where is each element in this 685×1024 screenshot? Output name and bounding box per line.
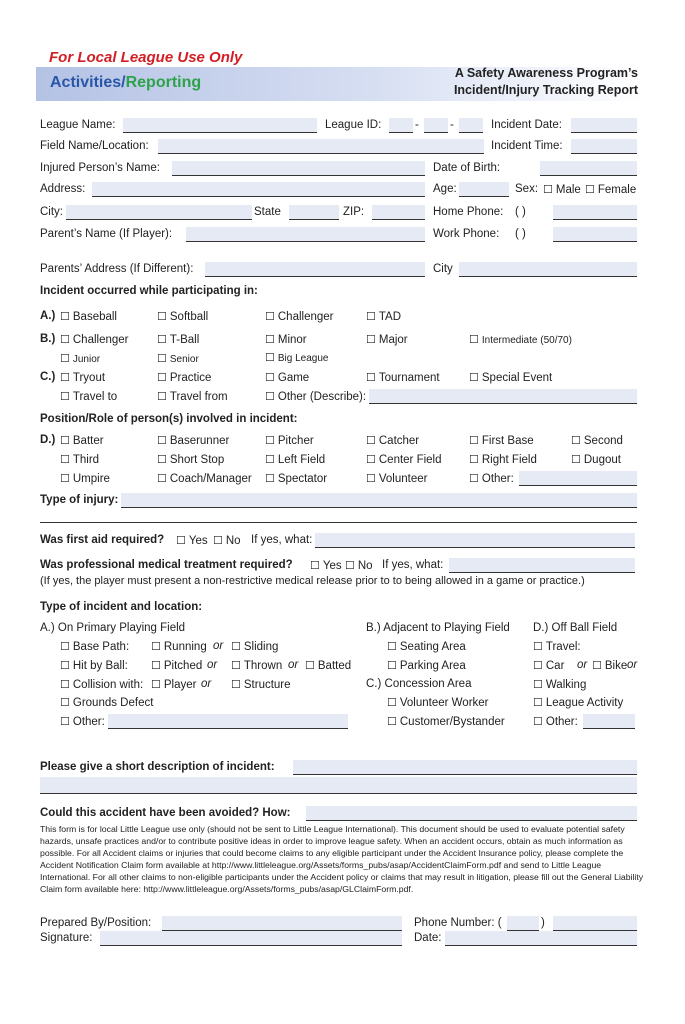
league-name-label: League Name: bbox=[40, 119, 116, 131]
structure-checkbox[interactable]: ☐ Structure bbox=[231, 678, 291, 691]
tryout-checkbox[interactable]: ☐ Tryout bbox=[60, 371, 105, 384]
first-aid-yes[interactable]: ☐ Yes bbox=[176, 534, 208, 547]
first-aid-if-yes: If yes, what: bbox=[251, 534, 313, 546]
phone-input[interactable] bbox=[553, 916, 637, 931]
report-title-line2: Incident/Injury Tracking Report bbox=[453, 83, 638, 97]
incident-date-input[interactable] bbox=[571, 118, 637, 133]
field-name-input[interactable] bbox=[158, 139, 484, 154]
dugout-checkbox[interactable]: ☐ Dugout bbox=[571, 453, 621, 466]
dob-input[interactable] bbox=[540, 161, 637, 176]
zip-input[interactable] bbox=[372, 205, 425, 220]
left-field-checkbox[interactable]: ☐ Left Field bbox=[265, 453, 325, 466]
parent-name-label: Parent’s Name (If Player): bbox=[40, 228, 173, 240]
travel-checkbox[interactable]: ☐ Travel: bbox=[533, 640, 581, 653]
parents-address-input[interactable] bbox=[205, 262, 425, 277]
seating-area-checkbox[interactable]: ☐ Seating Area bbox=[387, 640, 466, 653]
center-field-checkbox[interactable]: ☐ Center Field bbox=[366, 453, 442, 466]
city2-label: City bbox=[433, 263, 453, 275]
injury-type-label: Type of injury: bbox=[40, 494, 119, 506]
phone-label: Phone Number: ( bbox=[414, 917, 502, 929]
location-other-input[interactable] bbox=[108, 714, 348, 729]
player-checkbox[interactable]: ☐ Player bbox=[151, 678, 196, 691]
professional-no[interactable]: ☐ No bbox=[345, 559, 373, 572]
league-id-input-3[interactable] bbox=[459, 118, 483, 133]
date-label: Date: bbox=[414, 932, 442, 944]
sliding-checkbox[interactable]: ☐ Sliding bbox=[231, 640, 278, 653]
work-phone-label: Work Phone: bbox=[433, 228, 500, 240]
short-description-label: Please give a short description of incident: bbox=[40, 761, 275, 773]
location-d-label: D.) Off Ball Field bbox=[533, 622, 618, 634]
junior-checkbox[interactable]: ☐ Junior bbox=[60, 352, 100, 365]
address-input[interactable] bbox=[92, 182, 425, 197]
league-id-input-2[interactable] bbox=[424, 118, 448, 133]
participation-heading: Incident occurred while participating in: bbox=[40, 285, 258, 297]
state-label: State bbox=[254, 206, 281, 218]
dash: - bbox=[415, 119, 419, 131]
league-activity-checkbox[interactable]: ☐ League Activity bbox=[533, 696, 623, 709]
volunteer-checkbox[interactable]: ☐ Volunteer bbox=[366, 472, 427, 485]
or-text: or bbox=[207, 659, 218, 671]
tball-checkbox[interactable]: ☐ T-Ball bbox=[157, 333, 199, 346]
section-b-label: B.) bbox=[40, 333, 56, 345]
special-event-checkbox[interactable]: ☐ Special Event bbox=[469, 371, 552, 384]
softball-checkbox[interactable]: ☐ Softball bbox=[157, 310, 208, 323]
section-c-label: C.) bbox=[40, 371, 56, 383]
off-field-other-checkbox[interactable]: ☐ Other: bbox=[533, 715, 578, 728]
local-use-heading: For Local League Use Only bbox=[49, 49, 243, 66]
major-checkbox[interactable]: ☐ Major bbox=[366, 333, 408, 346]
practice-checkbox[interactable]: ☐ Practice bbox=[157, 371, 211, 384]
coach-checkbox[interactable]: ☐ Coach/Manager bbox=[157, 472, 252, 485]
work-phone-input[interactable] bbox=[553, 227, 637, 242]
location-a-label: A.) On Primary Playing Field bbox=[40, 622, 186, 634]
batted-checkbox[interactable]: ☐ Batted bbox=[305, 659, 351, 672]
avoided-label: Could this accident have been avoided? How: bbox=[40, 807, 291, 819]
injury-type-line2[interactable] bbox=[40, 508, 637, 523]
travel-from-checkbox[interactable]: ☐ Travel from bbox=[157, 390, 228, 403]
state-input[interactable] bbox=[289, 205, 339, 220]
prepared-input[interactable] bbox=[162, 916, 402, 931]
first-base-checkbox[interactable]: ☐ First Base bbox=[469, 434, 534, 447]
location-other-checkbox[interactable]: ☐ Other: bbox=[60, 715, 105, 728]
short-description-line2[interactable] bbox=[40, 777, 637, 794]
position-heading: Position/Role of person(s) involved in incident: bbox=[40, 413, 298, 425]
tad-checkbox[interactable]: ☐ TAD bbox=[366, 310, 401, 323]
professional-label: Was professional medical treatment required? bbox=[40, 559, 293, 571]
tournament-checkbox[interactable]: ☐ Tournament bbox=[366, 371, 440, 384]
or-text: or bbox=[213, 640, 224, 652]
dob-label: Date of Birth: bbox=[433, 162, 501, 174]
bike-checkbox[interactable]: ☐ Bike bbox=[592, 659, 627, 672]
age-label: Age: bbox=[433, 183, 457, 195]
position-other-checkbox[interactable]: ☐ Other: bbox=[469, 472, 514, 485]
sex-label: Sex: bbox=[515, 183, 539, 195]
minor-checkbox[interactable]: ☐ Minor bbox=[265, 333, 307, 346]
catcher-checkbox[interactable]: ☐ Catcher bbox=[366, 434, 419, 447]
city2-input[interactable] bbox=[459, 262, 637, 277]
intermediate-checkbox[interactable]: ☐ Intermediate (50/70) bbox=[469, 333, 572, 346]
report-title-line1: A Safety Awareness Program’s bbox=[454, 66, 638, 80]
female-checkbox[interactable]: ☐ Female bbox=[585, 183, 636, 196]
customer-checkbox[interactable]: ☐ Customer/Bystander bbox=[387, 715, 505, 728]
age-input[interactable] bbox=[459, 182, 509, 197]
incident-time-input[interactable] bbox=[571, 139, 637, 154]
injury-type-input[interactable] bbox=[121, 493, 637, 508]
hit-by-ball-checkbox[interactable]: ☐ Hit by Ball: bbox=[60, 659, 128, 672]
zip-label: ZIP: bbox=[343, 206, 365, 218]
grounds-defect-checkbox[interactable]: ☐ Grounds Defect bbox=[60, 696, 153, 709]
address-label: Address: bbox=[40, 183, 86, 195]
or-text: or bbox=[577, 659, 588, 671]
parents-address-label: Parents’ Address (If Different): bbox=[40, 263, 194, 275]
location-c-label: C.) Concession Area bbox=[366, 678, 472, 690]
first-aid-no[interactable]: ☐ No bbox=[213, 534, 241, 547]
field-name-label: Field Name/Location: bbox=[40, 140, 149, 152]
right-field-checkbox[interactable]: ☐ Right Field bbox=[469, 453, 537, 466]
base-path-checkbox[interactable]: ☐ Base Path: bbox=[60, 640, 129, 653]
professional-yes[interactable]: ☐ Yes bbox=[310, 559, 342, 572]
challenger-checkbox[interactable]: ☐ Challenger bbox=[265, 310, 334, 323]
parking-area-checkbox[interactable]: ☐ Parking Area bbox=[387, 659, 466, 672]
date-input[interactable] bbox=[445, 931, 637, 946]
male-checkbox[interactable]: ☐ Male bbox=[543, 183, 581, 196]
section-a-label: A.) bbox=[40, 310, 56, 322]
location-heading: Type of incident and location: bbox=[40, 601, 203, 613]
release-note: (If yes, the player must present a non-restrictive medical release prior to to being allowed in a game or practice.) bbox=[40, 575, 585, 587]
challenger2-checkbox[interactable]: ☐ Challenger bbox=[60, 333, 129, 346]
short-description-input[interactable] bbox=[293, 760, 637, 775]
or-text: or bbox=[288, 659, 299, 671]
off-field-other-input[interactable] bbox=[583, 714, 635, 729]
injured-name-label: Injured Person’s Name: bbox=[40, 162, 160, 174]
league-id-label: League ID: bbox=[325, 119, 382, 131]
home-phone-label: Home Phone: bbox=[433, 206, 504, 218]
walking-checkbox[interactable]: ☐ Walking bbox=[533, 678, 586, 691]
signature-input[interactable] bbox=[100, 931, 402, 946]
first-aid-what-input[interactable] bbox=[315, 533, 635, 548]
baseball-checkbox[interactable]: ☐ Baseball bbox=[60, 310, 117, 323]
third-checkbox[interactable]: ☐ Third bbox=[60, 453, 99, 466]
first-aid-label: Was first aid required? bbox=[40, 534, 165, 546]
game-checkbox[interactable]: ☐ Game bbox=[265, 371, 309, 384]
pitcher-checkbox[interactable]: ☐ Pitcher bbox=[265, 434, 314, 447]
prepared-label: Prepared By/Position: bbox=[40, 917, 152, 929]
senior-checkbox[interactable]: ☐ Senior bbox=[157, 352, 199, 365]
injured-name-input[interactable] bbox=[172, 161, 425, 176]
city-input[interactable] bbox=[66, 205, 252, 220]
league-name-input[interactable] bbox=[123, 118, 317, 133]
home-phone-area: ( ) bbox=[515, 206, 526, 218]
section-d-label: D.) bbox=[40, 434, 56, 446]
or-text: or bbox=[627, 659, 638, 671]
incident-date-label: Incident Date: bbox=[491, 119, 562, 131]
activities-reporting-title: Activities/Reporting bbox=[50, 74, 202, 91]
city-label: City: bbox=[40, 206, 63, 218]
second-checkbox[interactable]: ☐ Second bbox=[571, 434, 623, 447]
phone-area-input[interactable] bbox=[507, 916, 539, 931]
or-text: or bbox=[201, 678, 212, 690]
incident-time-label: Incident Time: bbox=[491, 140, 563, 152]
big-league-checkbox[interactable]: ☐ Big League bbox=[265, 351, 328, 364]
car-checkbox[interactable]: ☐ Car bbox=[533, 659, 564, 672]
league-id-input-1[interactable] bbox=[389, 118, 413, 133]
instructions-paragraph: This form is for local Little League use only (should not be sent to Little League International). This document should be used to evaluate potential safety hazards, unsafe practices and/or to contribute positive ideas in order to improve league safety. When an accident occurs, obtain as much information as possible. For all Accident claims or injuries that could become claims to any eligible participant under the Accident Insurance policy, please complete the Accident Notification Claim form available at http://www.littleleague.org/Assets/forms_pubs/asap/AccidentClaimForm.pdf and send to Little League International. For all other claims to non-eligible participants under the Accident policy or claims that may result in litigation, please fill out the General Liability Claim form available here: http://www.littleleague.org/Assets/forms_pubs/asap/GLClaimForm.pdf. bbox=[40, 824, 644, 894]
parent-name-input[interactable] bbox=[186, 227, 425, 242]
volunteer-worker-checkbox[interactable]: ☐ Volunteer Worker bbox=[387, 696, 489, 709]
dash: - bbox=[450, 119, 454, 131]
spectator-checkbox[interactable]: ☐ Spectator bbox=[265, 472, 327, 485]
short-stop-checkbox[interactable]: ☐ Short Stop bbox=[157, 453, 224, 466]
work-phone-area: ( ) bbox=[515, 228, 526, 240]
batter-checkbox[interactable]: ☐ Batter bbox=[60, 434, 104, 447]
professional-what-input[interactable] bbox=[449, 558, 635, 573]
umpire-checkbox[interactable]: ☐ Umpire bbox=[60, 472, 110, 485]
phone-close-paren: ) bbox=[541, 917, 545, 929]
running-checkbox[interactable]: ☐ Running bbox=[151, 640, 207, 653]
pitched-checkbox[interactable]: ☐ Pitched bbox=[151, 659, 202, 672]
home-phone-input[interactable] bbox=[553, 205, 637, 220]
signature-label: Signature: bbox=[40, 932, 93, 944]
professional-if-yes: If yes, what: bbox=[382, 559, 444, 571]
position-other-input[interactable] bbox=[519, 471, 637, 486]
other-describe-checkbox[interactable]: ☐ Other (Describe): bbox=[265, 390, 366, 403]
other-describe-input[interactable] bbox=[369, 389, 637, 404]
location-b-label: B.) Adjacent to Playing Field bbox=[366, 622, 510, 634]
collision-checkbox[interactable]: ☐ Collision with: bbox=[60, 678, 143, 691]
avoided-input[interactable] bbox=[306, 806, 637, 821]
thrown-checkbox[interactable]: ☐ Thrown bbox=[231, 659, 282, 672]
baserunner-checkbox[interactable]: ☐ Baserunner bbox=[157, 434, 229, 447]
travel-to-checkbox[interactable]: ☐ Travel to bbox=[60, 390, 117, 403]
